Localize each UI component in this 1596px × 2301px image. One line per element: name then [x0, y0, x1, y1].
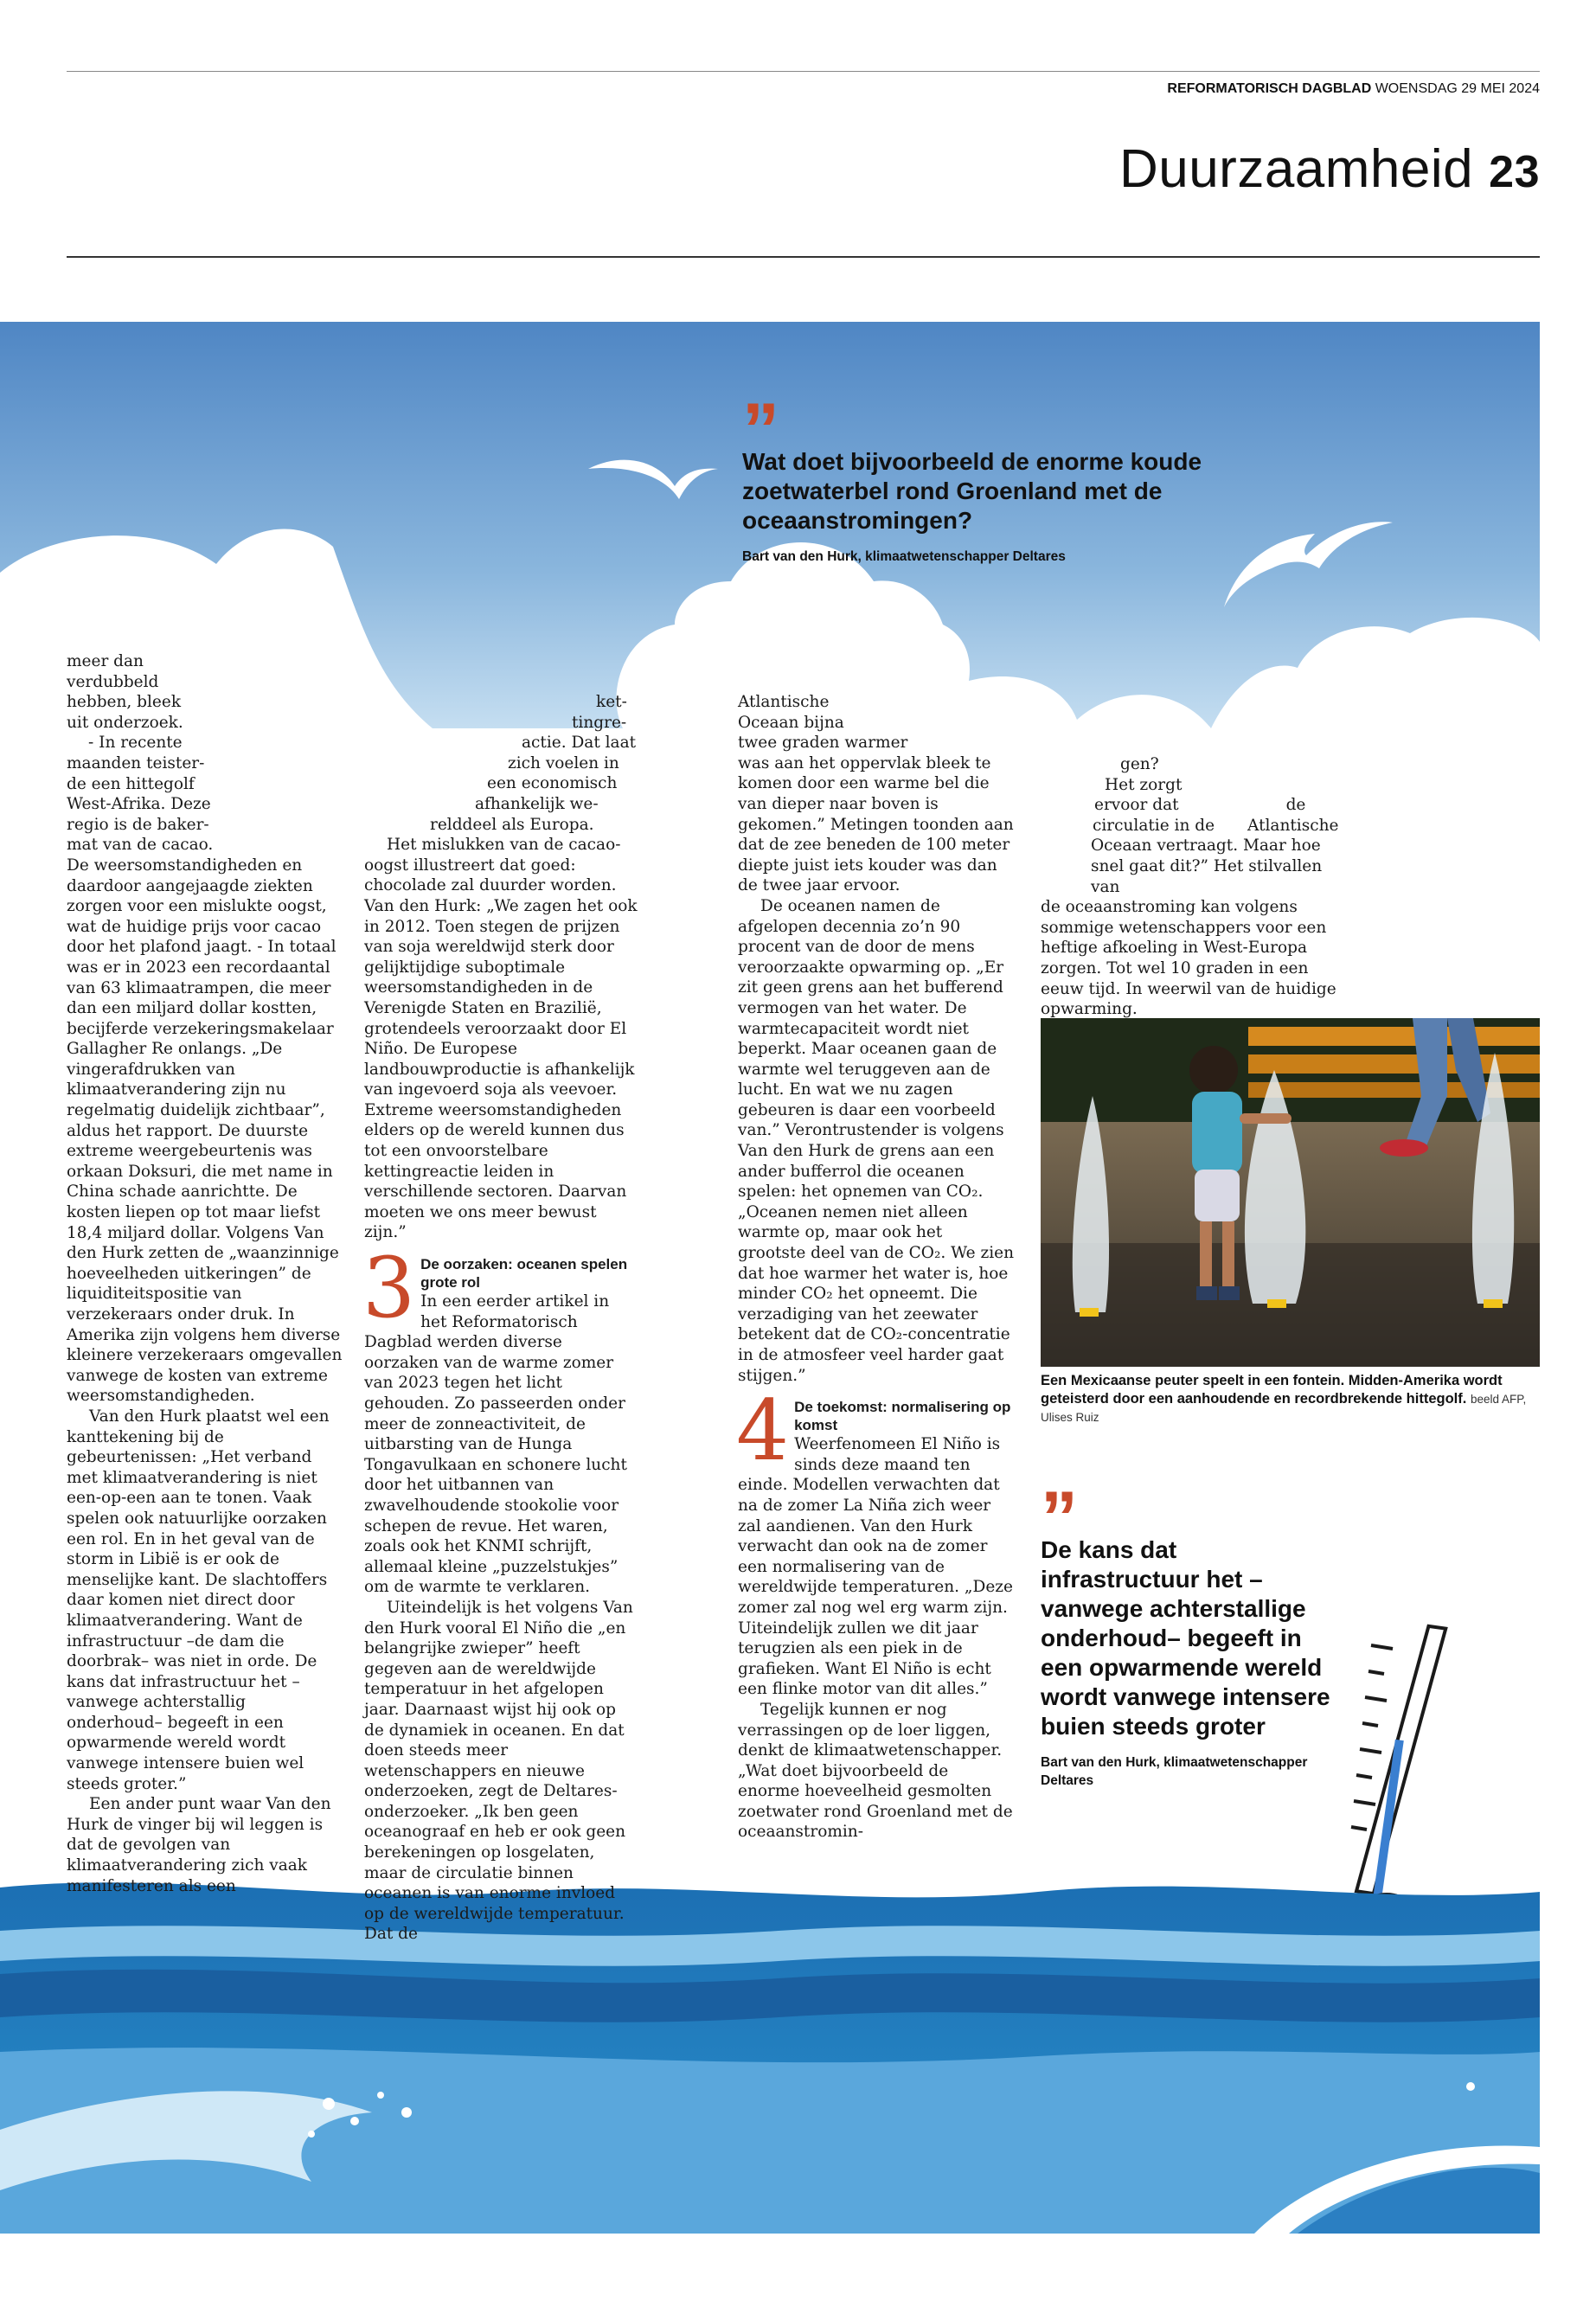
- paragraph: Een ander punt waar Van den Hurk de vinger bij wil leggen is dat de gevolgen van klimaatverandering zich vaak manifesteren als een: [67, 1795, 331, 1895]
- text-fragment: Atlantische: [1247, 816, 1339, 835]
- article-column-4: [1041, 754, 1352, 1020]
- text-line: Het zorgt: [1105, 775, 1183, 794]
- page-number: 23: [1489, 147, 1540, 197]
- paragraph: Tegelijk kunnen er nog verrassingen op de loer liggen, denkt de klimaatwetenschapper. „Wat doet bijvoorbeeld de enorme hoeveelheid gesmolten zoetwater rond Groenland met de oceaanstromin-: [738, 1700, 1013, 1842]
- text-fragment: de: [1285, 796, 1306, 815]
- paper-name: REFORMATORISCH DAGBLAD: [1167, 81, 1372, 96]
- photo-credit: beeld AFP, Ulises Ruiz: [1041, 1393, 1527, 1424]
- text-line: hebben, bleek: [67, 693, 182, 712]
- quote-mark: ”: [1041, 1477, 1073, 1560]
- subsection-heading: De oorzaken: oceanen spelen grote rol: [420, 1256, 628, 1292]
- text-line: gen?: [1120, 755, 1159, 773]
- article-column-3: [738, 692, 1015, 1843]
- quote-text: Wat doet bijvoorbeeld de enorme koude zoetwaterbel rond Groenland met de oceaanstromingen?: [742, 448, 1202, 534]
- text-line: de een hittegolf: [67, 774, 195, 793]
- text-line: meer dan: [67, 652, 144, 670]
- paragraph: Van den Hurk plaatst wel een kanttekening bij de gebeurtenissen: „Het verband met klimaatverandering is niet een-op-een aan te tonen. Vaak spelen ook natuurlijke oorzaken een rol. En in het geval van de storm in Libië is er ook de menselijke kant. De slachtoffers daar komen niet direct door klimaatverandering. Want de infrastructuur –de dam die doorbrak– was niet in orde. De kans dat infrastructuur het –vanwege achterstallig onderhoud– begeeft in een opwarmende wereld wordt vanwege intensere buien wel steeds groter.”: [67, 1407, 330, 1793]
- quote-mark: ”: [742, 388, 774, 471]
- text-line: tingre-: [572, 713, 627, 732]
- text-line: mat van de cacao.: [67, 836, 214, 855]
- paragraph: was aan het oppervlak bleek te komen door een warme bel die van dieper naar boven is gekomen.” Metingen toonden aan dat de zee beneden de 100 meter diepte juist iets kouder was dan de twee jaar ervoor.: [738, 753, 1014, 895]
- text-line: zich voelen in: [508, 753, 619, 772]
- text-line: - In recente: [88, 734, 183, 753]
- text-line: relddeel als Europa.: [430, 815, 594, 834]
- section-number: 3: [362, 1240, 416, 1337]
- text-line: ket-: [596, 693, 627, 711]
- subsection-3: [362, 1240, 639, 1945]
- text-line: maanden teister-: [67, 753, 205, 772]
- photo-caption: [1041, 1372, 1540, 1426]
- text-line: regio is de baker-: [67, 815, 209, 834]
- pull-quote-bottom: [1041, 1477, 1339, 1790]
- quote-source: Bart van den Hurk, klimaatwetenschapper Deltares: [742, 549, 1066, 564]
- text-line: een economisch: [487, 774, 618, 793]
- caption-text: Een Mexicaanse peuter speelt in een fontein. Midden-Amerika wordt geteisterd door een aanhoudende en recordbrekende hittegolf.: [1041, 1373, 1503, 1407]
- section-number: 4: [736, 1382, 790, 1480]
- paragraph: In een eerder artikel in het Reformatorisch Dagblad werden diverse oorzaken van de warme zomer van 2023 tegen het licht gehouden. Zo passeerden onder meer de zonneactiviteit, de uitbarsting van de Hunga Tongavulkaan en schonere lucht door het uitbannen van zwavelhoudende stookolie voor schepen de revue. Het waren, zoals ook het KNMI schrijft, allemaal kleine „puzzelstukjes” om de warmte te verklaren.: [364, 1292, 627, 1597]
- photo-passerby: [1380, 1139, 1428, 1157]
- paragraph: De weersomstandigheden en daardoor aangejaagde ziekten zorgen voor een mislukte oogst, wat de huidige prijs voor cacao door het plafond jaagt. - In totaal was er in 2023 een recordaantal van 63 klimaatrampen, die meer dan een miljard dollar kostten, becijferde verzekeringsmakelaar Gallagher Re onlangs. „De vingerafdrukken van klimaatverandering zijn nu regelmatig duidelijk zichtbaar”, aldus het rapport. De duurste extreme weergebeurtenis was orkaan Doksuri, die met name in China schade aanrichtte. De kosten liepen op tot maar liefst 18,4 miljard dollar. Volgens Van den Hurk zetten de „waanzinnige hoeveelheden uitkeringen” de liquiditeitspositie van verzekeraars onder druk. In Amerika zijn volgens hem diverse kleinere verzekeraars omgevallen vanwege de kosten van extreme weersomstandigheden.: [67, 856, 343, 1406]
- text-line: Atlantische: [738, 693, 830, 711]
- text-line: [1041, 816, 1352, 836]
- subsection-heading: De toekomst: normalisering op komst: [794, 1399, 1011, 1434]
- text-line: twee graden warmer: [738, 734, 908, 753]
- pull-quote-top: [742, 388, 1227, 566]
- issue-date: WOENSDAG 29 MEI 2024: [1375, 81, 1540, 96]
- quote-text: De kans dat infrastructuur het –vanwege achterstallige onderhoud– begeeft in een opwarmende wereld wordt vanwege intensere buien steeds groter: [1041, 1536, 1330, 1740]
- masthead: [67, 81, 1540, 97]
- news-photo: [1041, 1018, 1540, 1367]
- paragraph: de oceaanstroming kan volgens sommige wetenschappers voor een heftige afkoeling in West-Europa zorgen. Tot wel 10 graden in een eeuw tijd. In weerwil van de huidige opwarming.: [1041, 898, 1336, 1019]
- paragraph: Uiteindelijk is het volgens Van den Hurk vooral El Niño die „en belangrijke zwieper” heeft gegeven aan de wereldwijde temperatuur in het afgelopen jaar. Daarnaast wijst hij ook op de dynamiek in oceanen. En dat doen steeds meer wetenschappers en nieuwe onderzoeken, zegt de Deltares-onderzoeker. „Ik ben geen oceanograaf en heb er ook geen berekeningen op losgelaten, maar de circulatie binnen oceanen is van enorme invloed op de wereldwijde temperatuur. Dat de: [364, 1598, 633, 1944]
- text-fragment: circulatie in de: [1093, 816, 1215, 835]
- text-fragment: ervoor dat: [1094, 796, 1179, 815]
- paragraph: Het mislukken van de cacao-oogst illustreert dat goed: chocolade zal duurder worden. Van den Hurk: „We zagen het ook in 2012. Toen stegen de prijzen van soja wereldwijd sterk door gelijktijdige suboptimale weersomstandigheden in de Verenigde Staten en Brazilië, grotendeels veroorzaakt door El Niño. De Europese landbouwproductie is afhankelijk van ingevoerd soja als veevoer. Extreme weersomstandigheden elders op de wereld kunnen dus tot een onvoorstelbare kettingreactie leiden in verschillende sectoren. Daarvan moeten we ons meer bewust zijn.”: [364, 836, 638, 1242]
- text-line: [1041, 795, 1352, 816]
- paragraph: Weerfenomeen El Niño is sinds deze maand ten einde. Modellen verwachten dat na de zomer La Niña zich weer zal aandienen. Van den Hurk verwacht dan ook na de zomer een normalisering van de wereldwijde temperaturen. „Deze zomer zal nog wel erg warm zijn. Uiteindelijk zullen we dit jaar terugzien als een piek in de grafieken. Want El Niño is echt een flinke motor van dit alles.”: [738, 1435, 1013, 1699]
- header-rule-top: [67, 71, 1540, 72]
- text-line: snel gaat dit?” Het stilvallen van: [1091, 856, 1323, 896]
- header-rule-bottom: [67, 256, 1540, 258]
- text-line: afhankelijk we-: [475, 794, 599, 813]
- quote-source: Bart van den Hurk, klimaatwetenschapper Deltares: [1041, 1755, 1308, 1788]
- article-column-1: [67, 651, 343, 1896]
- section-header: [1119, 138, 1540, 200]
- text-line: Oceaan vertraagt. Maar hoe: [1091, 836, 1321, 856]
- photo-bench-slat: [1248, 1027, 1540, 1046]
- paragraph: De oceanen namen de afgelopen decennia zo’n 90 procent van de door de mens veroorzaakte opwarming op. „Er zit geen grens aan het bufferend vermogen van het water. De warmtecapaciteit wordt niet beperkt. Maar oceanen gaan de warmte wel teruggeven aan de lucht. En wat we nu zagen gebeuren is daar een voorbeeld van.” Verontrustender is volgens Van den Hurk de grens aan een ander bufferrol die oceanen spelen: het opnemen van CO₂. „Oceanen nemen niet alleen warmte op, maar ook het grootste deel van de CO₂. We zien dat hoe warmer het water is, hoe minder CO₂ het opneemt. Die verzadiging van het zeewater betekent dat de CO₂-concentratie in de atmosfeer veel harder gaat stijgen.”: [738, 896, 1014, 1385]
- text-line: uit onderzoek.: [67, 713, 183, 732]
- subsection-4: [736, 1382, 1015, 1843]
- text-line: actie. Dat laat: [522, 734, 637, 753]
- text-line: verdubbeld: [67, 672, 159, 691]
- text-line: Oceaan bijna: [738, 713, 844, 732]
- section-title: Duurzaamheid: [1118, 139, 1474, 199]
- text-line: West-Afrika. Deze: [67, 795, 211, 814]
- article-column-2: [364, 692, 639, 1945]
